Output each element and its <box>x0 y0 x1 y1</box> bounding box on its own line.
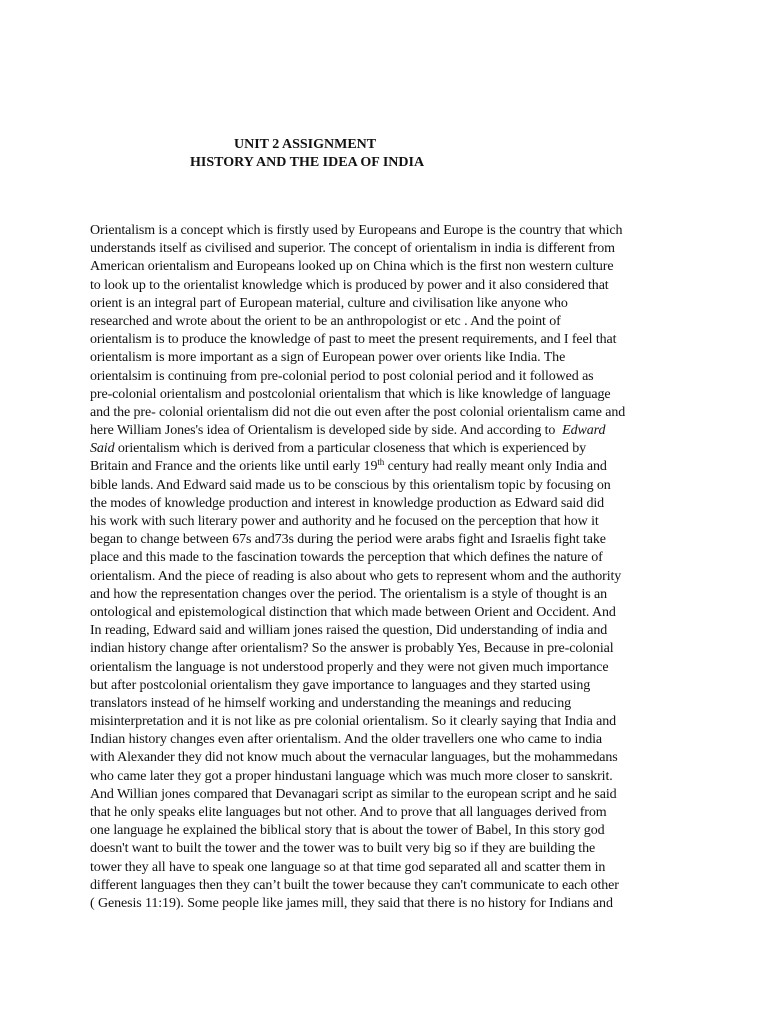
text-line: misinterpretation and it is not like as pre colonial orientalism. So it clearly saying that India and <box>90 714 617 730</box>
text-line: researched and wrote about the orient to be an anthropologist or etc . And the point of <box>90 313 561 329</box>
text-line: and how the representation changes over the period. The orientalism is a style of thought is an <box>90 586 608 602</box>
text-line <box>90 422 680 440</box>
text-line: tower they all have to speak one language so at that time god separated all and scatter them in <box>90 859 606 875</box>
text-line: bible lands. And Edward said made us to be conscious by this orientalism topic by focusing on <box>90 477 611 493</box>
text-line: doesn't want to built the tower and the tower was to built very big so if they are building the <box>90 841 596 857</box>
text-line: And Willian jones compared that Devanagari script as similar to the european script and he said <box>90 786 617 802</box>
text-line: the modes of knowledge production and interest in knowledge production as Edward said did <box>90 495 605 511</box>
text-line <box>90 440 680 458</box>
text-line: Orientalism is a concept which is firstly used by Europeans and Europe is the country that which <box>90 223 623 238</box>
text-line: ontological and epistemological distinction that which made between Orient and Occident. And <box>90 604 616 620</box>
text-line: place and this made to the fascination towards the perception that which defines the nature of <box>90 550 603 566</box>
text-line: orientalism. And the piece of reading is also about who gets to represent whom and the authority <box>90 568 622 584</box>
text-line: and the pre- colonial orientalism did not die out even after the post colonial orientalism came and <box>90 404 626 420</box>
italic-name-edward: Edward <box>562 423 606 439</box>
italic-name-said: Said <box>90 441 115 457</box>
text-line: to look up to the orientalist knowledge which is produced by power and it also considered that <box>90 277 609 293</box>
text-line: who came later they got a proper hindustani language which was much more closer to sanskrit. <box>90 768 613 784</box>
text-line: orientalism is to produce the knowledge of past to meet the present requirements, and I feel that <box>90 332 617 348</box>
text-line: orientalsim is continuing from pre-colonial period to post colonial period and it followed as <box>90 368 594 384</box>
text-line: understands itself as civilised and superior. The concept of orientalism in india is different from <box>90 241 615 257</box>
text-line: began to change between 67s and73s during the period were arabs fight and Israelis fight take <box>90 532 606 548</box>
text-line: that he only speaks elite languages but not other. And to prove that all languages derived from <box>90 805 607 820</box>
text-line <box>90 458 680 476</box>
text-line: his work with such literary power and authority and he focused on the perception that how it <box>90 514 599 529</box>
text-segment: Britain and France and the orients like until early 19 <box>90 459 378 475</box>
text-line: with Alexander they did not know much about the vernacular languages, but the mohammedans <box>90 750 618 766</box>
title-unit: UNIT 2 ASSIGNMENT <box>234 137 377 152</box>
text-line: pre-colonial orientalism and postcolonial orientalism that which is like knowledge of language <box>90 386 611 402</box>
text-line: In reading, Edward said and william jones raised the question, Did understanding of india and <box>90 623 608 639</box>
text-segment: orientalism which is derived from a particular closeness that which is experienced by <box>117 441 587 457</box>
text-line: orient is an integral part of European material, culture and civilisation like anyone who <box>90 295 568 311</box>
text-line: different languages then they can’t built the tower because they can't communicate to each other <box>90 877 619 893</box>
text-line: Indian history changes even after orientalism. And the older travellers one who came to india <box>90 732 603 748</box>
text-segment: here William Jones's idea of Orientalism is developed side by side. And according to <box>90 423 556 439</box>
text-segment: century had really meant only India and <box>384 459 607 475</box>
body-text <box>90 222 680 913</box>
text-line: ( Genesis 11:19). Some people like james mill, they said that there is no history for Indians and <box>90 895 613 911</box>
text-line: orientalism is more important as a sign of European power over orients like India. The <box>90 350 566 366</box>
title-subject: HISTORY AND THE IDEA OF INDIA <box>190 155 425 170</box>
text-line: orientalism the language is not understood properly and they were not given much importance <box>90 659 609 675</box>
text-line: American orientalism and Europeans looked up on China which is the first non western culture <box>90 259 614 275</box>
text-line: one language he explained the biblical story that is about the tower of Babel, In this story god <box>90 823 605 839</box>
text-line: translators instead of he himself working and understanding the meanings and reducing <box>90 695 571 711</box>
superscript-th: th <box>377 457 385 468</box>
text-line: but after postcolonial orientalism they gave importance to languages and they started using <box>90 677 591 693</box>
text-line: indian history change after orientalism? So the answer is probably Yes, Because in pre-colonial <box>90 641 614 657</box>
